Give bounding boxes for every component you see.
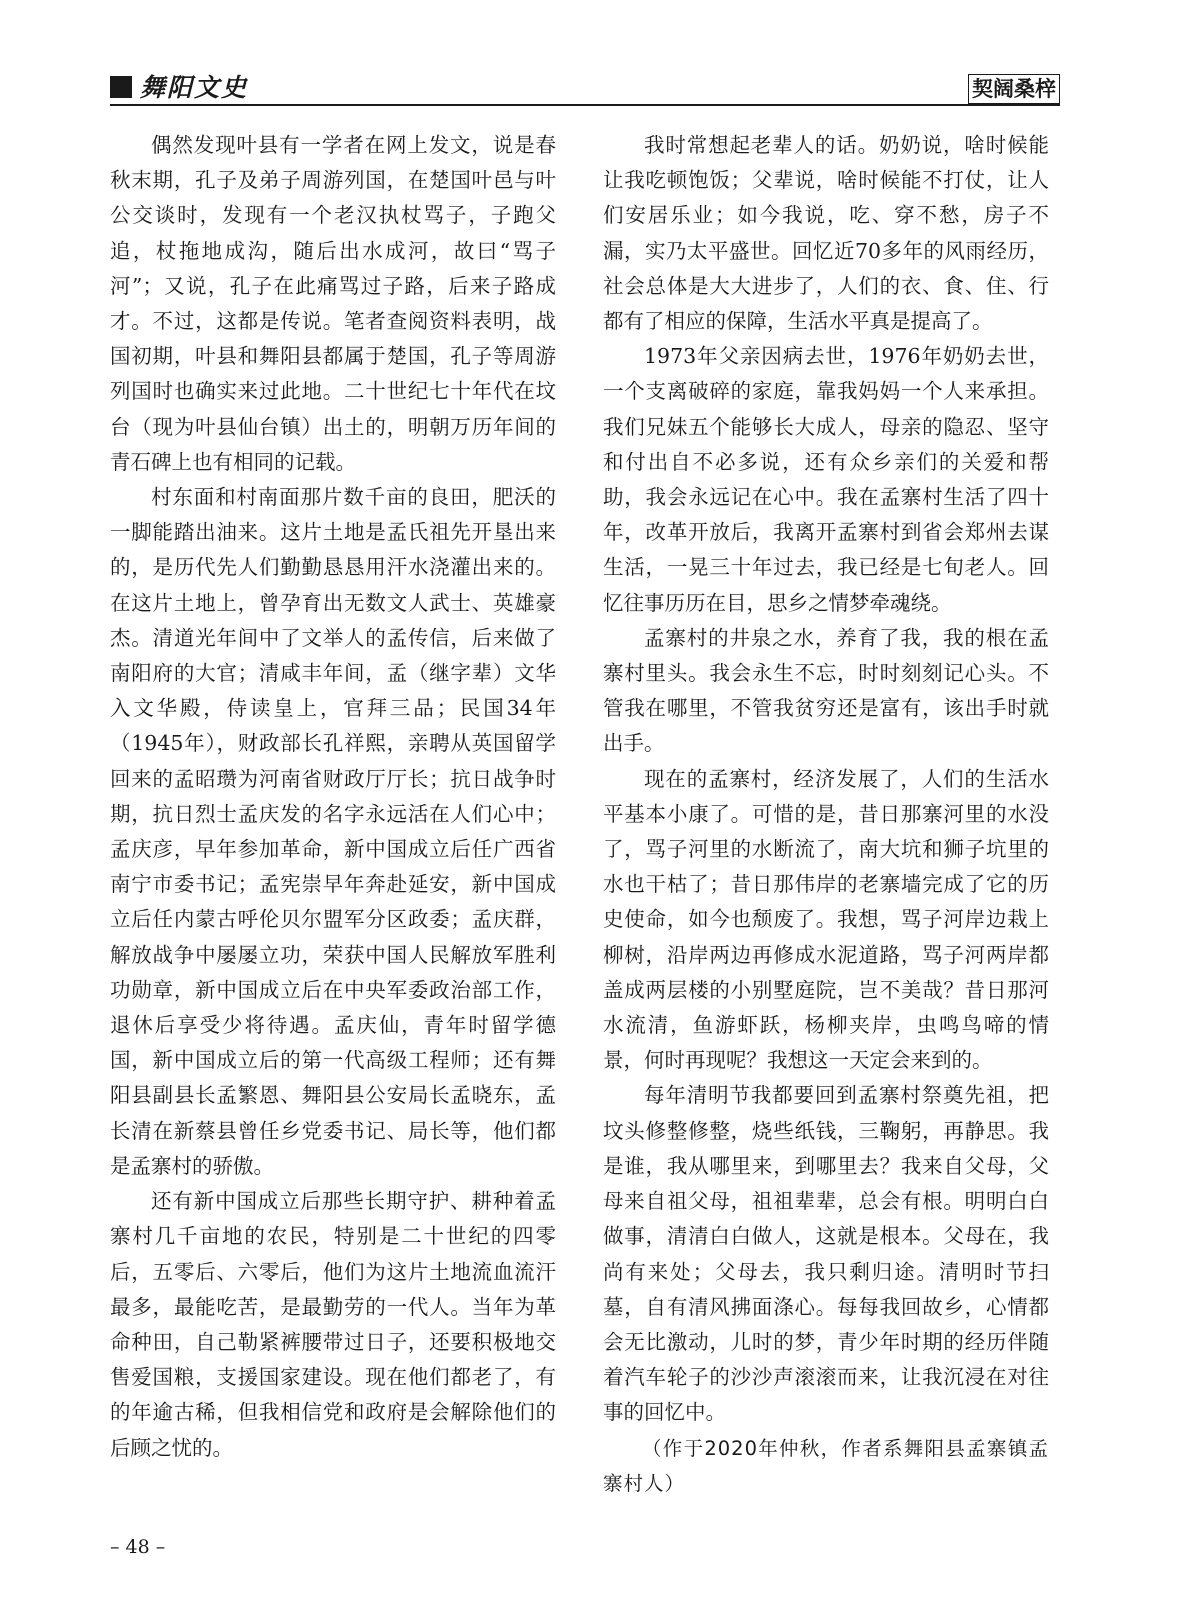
header-square-mark — [110, 76, 132, 98]
page-header — [110, 72, 1060, 112]
paragraph: 偶然发现叶县有一学者在网上发文，说是春秋末期，孔子及弟子周游列国，在楚国叶邑与叶公交谈时，发现有一个老汉执杖骂子，子跑父追，杖拖地成沟，随后出水成河，故曰“骂子河”；又说，孔子在此痛骂过子路，后来子路成才。不过，这都是传说。笔者查阅资料表明，战国初期，叶县和舞阳县都属于楚国，孔子等周游列国时也确实来过此地。二十世纪七十年代在坟台（现为叶县仙台镇）出土的，明朝万历年间的青石碑上也有相同的记载。 — [110, 133, 556, 474]
left-column — [110, 128, 556, 1466]
section-title: 契阔桑梓 — [968, 74, 1060, 104]
paragraph: 还有新中国成立后那些长期守护、耕种着孟寨村几千亩地的农民，特别是二十世纪的四零后，五零后、六零后，他们为这片土地流血流汗最多，最能吃苦，是最勤劳的一代人。当年为革命种田，自己勒紧裤腰带过日子，还要积极地交售爱国粮，支援国家建设。现在他们都老了，有的年逾古稀，但我相信党和政府是会解除他们的后顾之忧的。 — [110, 1189, 556, 1460]
paragraph: 村东面和村南面那片数千亩的良田，肥沃的一脚能踏出油来。这片土地是孟氏祖先开垦出来的，是历代先人们勤勤恳恳用汗水浇灌出来的。在这片土地上，曾孕育出无数文人武士、英雄豪杰。清道光年间中了文举人的孟传信，后来做了南阳府的大官；清咸丰年间，孟（继字辈）文华入文华殿，侍读皇上，官拜三品；民国34年（1945年），财政部长孔祥熙，亲聘从英国留学回来的孟昭瓒为河南省财政厅厅长；抗日战争时期，抗日烈士孟庆发的名字永远活在人们心中；孟庆彦，早年参加革命，新中国成立后任广西省南宁市委书记；孟宪崇早年奔赴延安，新中国成立后任内蒙古呼伦贝尔盟军分区政委；孟庆群，解放战争中屡屡立功，荣获中国人民解放军胜利功勋章，新中国成立后在中央军委政治部工作，退休后享受少将待遇。孟庆仙，青年时留学德国，新中国成立后的第一代高级工程师；还有舞阳县副县长孟繁恩、舞阳县公安局长孟晓东，孟长清在新蔡县曾任乡党委书记、局长等，他们都是孟寨村的骄傲。 — [110, 485, 556, 1178]
paragraph: 1973年父亲因病去世，1976年奶奶去世，一个支离破碎的家庭，靠我妈妈一个人来承担。我们兄妹五个能够长大成人，母亲的隐忍、坚守和付出自不必多说，还有众乡亲们的关爱和帮助，我会永远记在心中。我在孟寨村生活了四十年，改革开放后，我离开孟寨村到省会郑州去谋生活，一晃三十年过去，我已经是七旬老人。回忆往事历历在目，思乡之情梦牵魂绕。 — [603, 344, 1049, 615]
right-column — [603, 128, 1049, 1501]
header-rule — [110, 104, 1060, 106]
author-note: （作于2020年仲秋，作者系舞阳县孟寨镇孟寨村人） — [603, 1436, 1049, 1495]
paragraph: 现在的孟寨村，经济发展了，人们的生活水平基本小康了。可惜的是，昔日那寨河里的水没了，骂子河里的水断流了，南大坑和狮子坑里的水也干枯了；昔日那伟岸的老寨墙完成了它的历史使命，如今也颓废了。我想，骂子河岸边栽上柳树，沿岸两边再修成水泥道路，骂子河两岸都盖成两层楼的小别墅庭院，岂不美哉？昔日那河水流清，鱼游虾跃，杨柳夹岸，虫鸣鸟啼的情景，何时再现呢？我想这一天定会来到的。 — [603, 766, 1049, 1073]
paragraph: 每年清明节我都要回到孟寨村祭奠先祖，把坟头修整修整，烧些纸钱，三鞠躬，再静思。我是谁，我从哪里来，到哪里去？我来自父母，父母来自祖父母，祖祖辈辈，总会有根。明明白白做事，清清白白做人，这就是根本。父母在，我尚有来处；父母去，我只剩归途。清明时节扫墓，自有清风拂面涤心。每每我回故乡，心情都会无比激动，儿时的梦，青少年时期的经历伴随着汽车轮子的沙沙声滚滚而来，让我沉浸在对往事的回忆中。 — [603, 1083, 1049, 1425]
paragraph: 我时常想起老辈人的话。奶奶说，啥时候能让我吃顿饱饭；父辈说，啥时候能不打仗，让人们安居乐业；如今我说，吃、穿不愁，房子不漏，实乃太平盛世。回忆近70多年的风雨经历，社会总体是大大进步了，人们的衣、食、住、行都有了相应的保障，生活水平真是提高了。 — [603, 133, 1049, 334]
paragraph: 孟寨村的井泉之水，养育了我，我的根在孟寨村里头。我会永生不忘，时时刻刻记心头。不管我在哪里，不管我贫穷还是富有，该出手时就出手。 — [603, 625, 1049, 756]
page-number: – 48 – — [110, 1536, 166, 1558]
journal-title: 舞阳文史 — [140, 73, 249, 102]
